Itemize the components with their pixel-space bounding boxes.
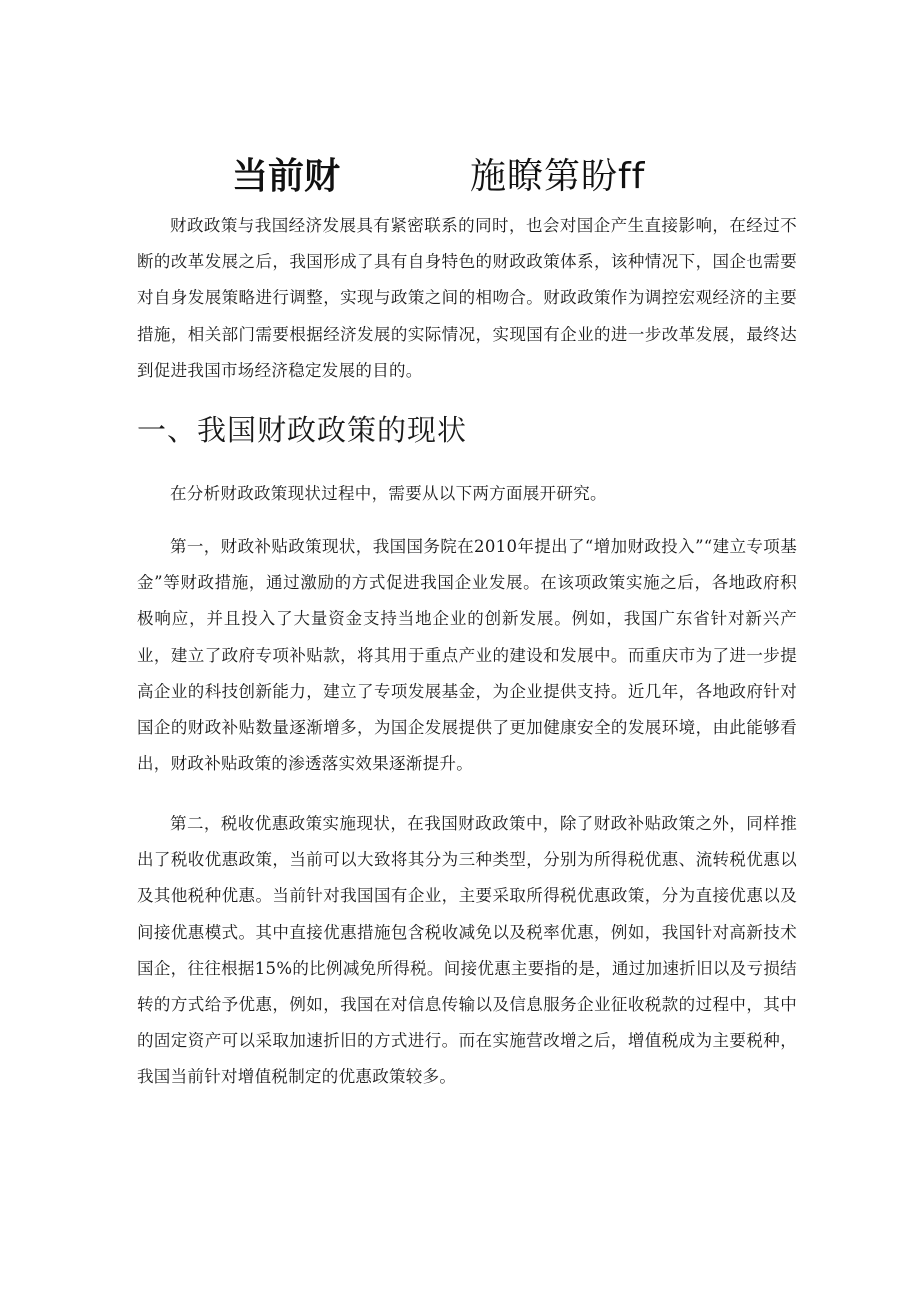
section-heading: 一、我国财政政策的现状 xyxy=(137,413,468,447)
section-lead-paragraph: 在分析财政政策现状过程中，需要从以下两方面展开研究。 xyxy=(170,484,607,503)
second-point-paragraph: 第二，税收优惠政策实施现状，在我国财政政策中，除了财政补贴政策之外，同样推出了税收优惠政策，当前可以大致将其分为三种类型，分别为所得税优惠、流转税优惠以及其他税种优惠。当前针对我国国有企业，主要采取所得税优惠政策，分为直接优惠以及间接优惠模式。其中直接优惠措施包含税收减免以及税率优惠，例如，我国针对高新技术国企，往往根据15%的比例减免所得税。间接优惠主要指的是，通过加速折旧以及亏损结转的方式给予优惠，例如，我国在对信息传输以及信息服务企业征收税款的过程中，其中的固定资产可以采取加速折旧的方式进行。而在实施营改增之后，增值税成为主要税种，我国当前针对增值税制定的优惠政策较多。 xyxy=(137,814,797,1087)
intro-paragraph: 财政政策与我国经济发展具有紧密联系的同时，也会对国企产生直接影响，在经过不断的改革发展之后，我国形成了具有自身特色的财政政策体系，该种情况下，国企也需要对自身发展策略进行调整，实现与政策之间的相吻合。财政政策作为调控宏观经济的主要措施，相关部门需要根据经济发展的实际情况，实现国有企业的进一步改革发展，最终达到促进我国市场经济稳定发展的目的。 xyxy=(137,216,797,380)
document-title-part2: 施瞭第盼ff xyxy=(470,156,646,197)
document-title-part1: 当前财 xyxy=(232,156,341,197)
first-point-paragraph: 第一，财政补贴政策现状，我国国务院在2010年提出了“增加财政投入”“建立专项基金”等财政措施，通过激励的方式促进我国企业发展。在该项政策实施之后，各地政府积极响应，并且投入了大量资金支持当地企业的创新发展。例如，我国广东省针对新兴产业，建立了政府专项补贴款，将其用于重点产业的建设和发展中。而重庆市为了进一步提高企业的科技创新能力，建立了专项发展基金，为企业提供支持。近几年，各地政府针对国企的财政补贴数量逐渐增多，为国企发展提供了更加健康安全的发展环境，由此能够看出，财政补贴政策的渗透落实效果逐渐提升。 xyxy=(137,537,797,774)
